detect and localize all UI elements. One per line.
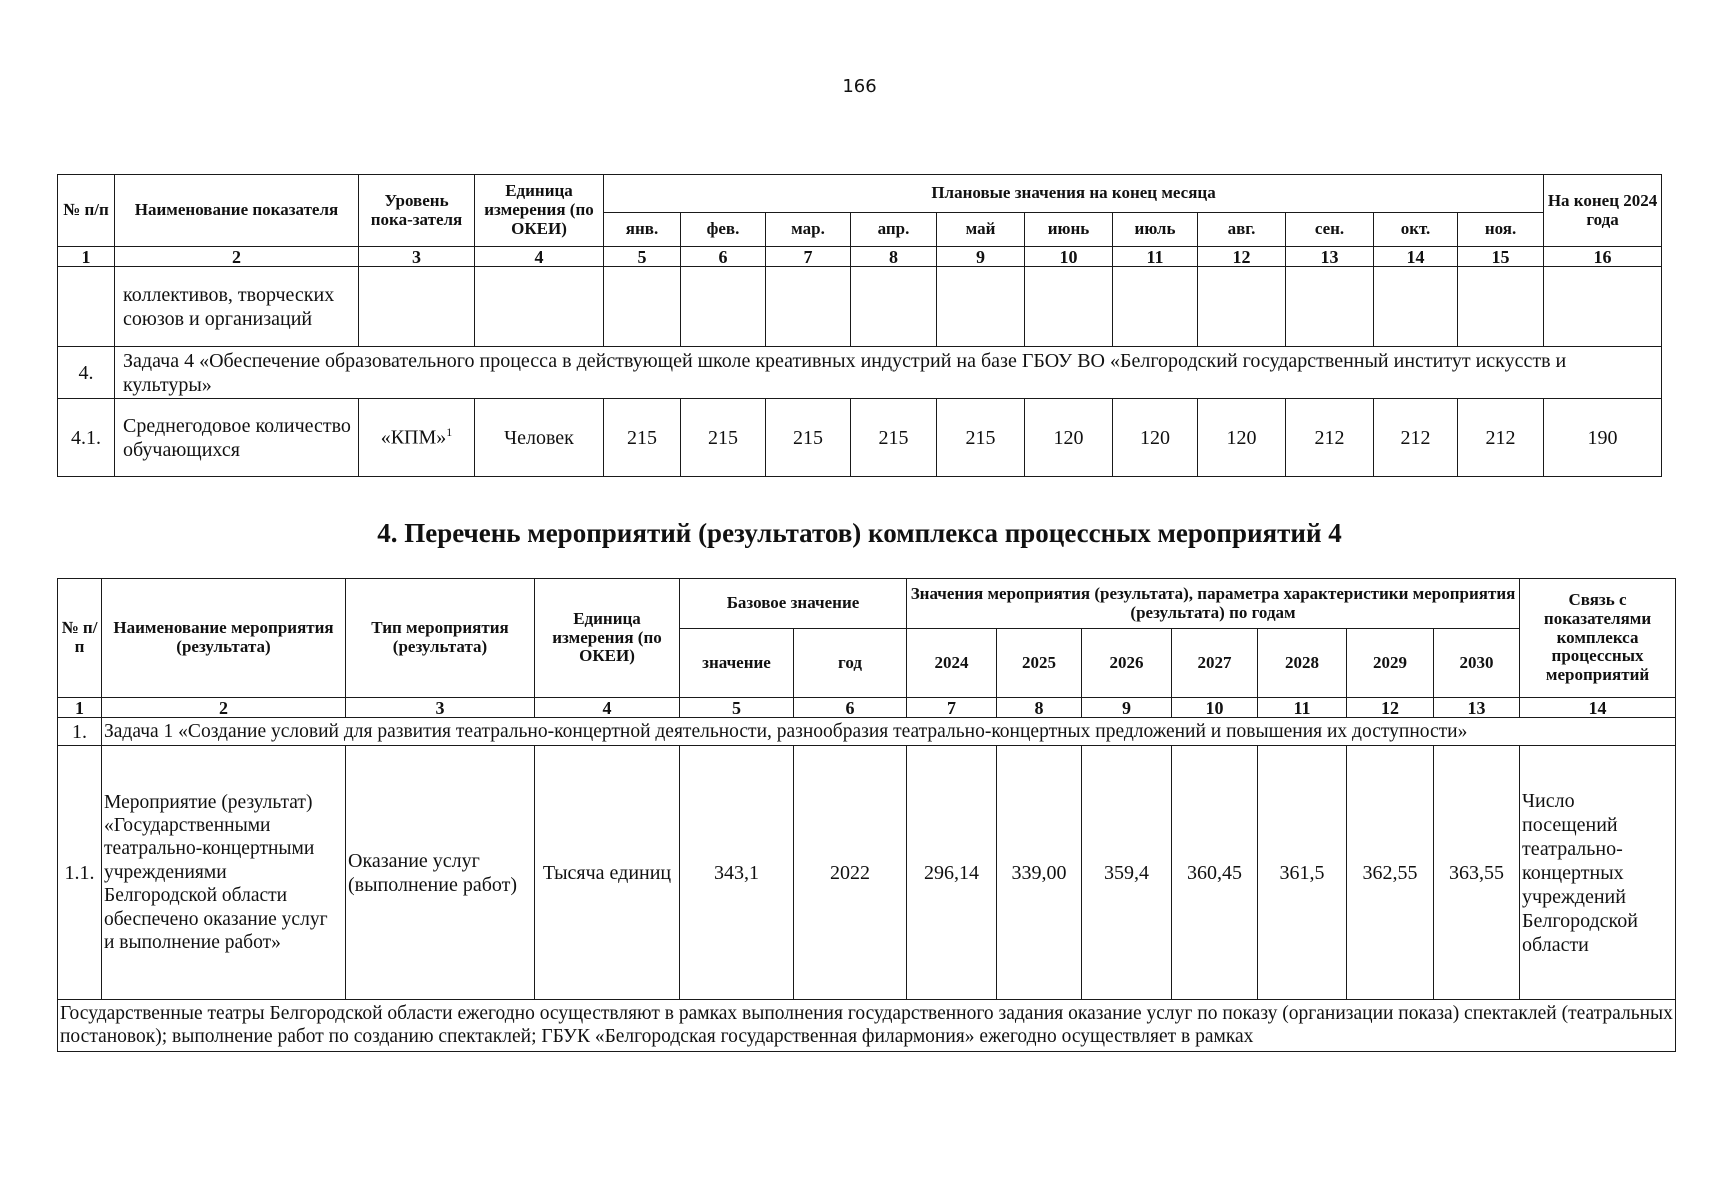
year-value: 359,4 [1082,746,1172,1000]
header-month: окт. [1374,213,1458,247]
column-number: 5 [604,247,681,267]
column-number: 8 [851,247,937,267]
table-header-row [58,175,1662,213]
column-number: 12 [1347,698,1434,718]
header-plan-values: Плановые значения на конец месяца [604,175,1544,213]
column-number: 16 [1544,247,1662,267]
header-level: Уровень пока-зателя [359,175,475,247]
header-base-value-value: значение [680,629,794,698]
column-number: 7 [907,698,997,718]
year-value: 363,55 [1434,746,1520,1000]
task-text: Задача 1 «Создание условий для развития театрально-концертной деятельности, разнообразия театрально-концертных предложений и повышения их доступности» [102,718,1676,746]
year-value: 296,14 [907,746,997,1000]
table-header-row [58,579,1676,629]
page-number: 166 [842,76,877,97]
column-number: 2 [115,247,359,267]
column-number: 12 [1198,247,1286,267]
column-number: 10 [1025,247,1113,267]
header-month: апр. [851,213,937,247]
column-number: 13 [1434,698,1520,718]
row-number: 4.1. [58,399,115,477]
task-text: Задача 4 «Обеспечение образовательного процесса в действующей школе креативных индустрий на базе ГБОУ ВО «Белгородский государственный институт искусств и культуры» [115,347,1662,399]
column-number: 11 [1258,698,1347,718]
table-row [58,267,1662,347]
activities-table [57,578,1676,1052]
column-number: 14 [1520,698,1676,718]
indicator-name: Среднегодовое количество обучающихся [115,399,359,477]
note-text: Государственные театры Белгородской области ежегодно осуществляют в рамках выполнения государственного задания оказание услуг по показу (организации показа) спектаклей (театральных постановок); выполнение работ по созданию спектаклей; ГБУК «Белгородская государственная филармония» ежегодно осуществляет в рамках [58,1000,1676,1052]
table-row [58,746,1676,1000]
activity-type: Оказание услуг (выполнение работ) [346,746,535,1000]
header-link-indicators: Связь с показателями комплекса процессных мероприятий [1520,579,1676,698]
year-value: 362,55 [1347,746,1434,1000]
column-number: 5 [680,698,794,718]
header-month: янв. [604,213,681,247]
header-values-by-year: Значения мероприятия (результата), параметра характеристики мероприятия (результата) по годам [907,579,1520,629]
header-unit: Единица измерения (по ОКЕИ) [475,175,604,247]
header-month: мар. [766,213,851,247]
header-unit: Единица измерения (по ОКЕИ) [535,579,680,698]
indicator-unit: Человек [475,399,604,477]
header-month: май [937,213,1025,247]
header-activity-name: Наименование мероприятия (результата) [102,579,346,698]
header-month: ноя. [1458,213,1544,247]
section-title: 4. Перечень мероприятий (результатов) комплекса процессных мероприятий 4 [377,518,1342,548]
column-number-row [58,247,1662,267]
task-number: 4. [58,347,115,399]
column-number: 13 [1286,247,1374,267]
indicator-level: «КПМ»$^1$ [359,399,475,477]
column-number: 3 [359,247,475,267]
column-number: 15 [1458,247,1544,267]
column-number: 4 [535,698,680,718]
task-row [58,347,1662,399]
activity-unit: Тысяча единиц [535,746,680,1000]
month-value: 215 [604,399,681,477]
footnote-mark: 1 [446,425,453,440]
header-month: авг. [1198,213,1286,247]
year-value: 339,00 [997,746,1082,1000]
column-number: 11 [1113,247,1198,267]
column-number-row [58,698,1676,718]
month-value: 120 [1113,399,1198,477]
header-indicator-name: Наименование показателя [115,175,359,247]
activity-name: Мероприятие (результат) «Государственными театрально-концертными учреждениями Белгородской области обеспечено оказание услуг и выполнение работ» [102,746,346,1000]
month-value: 215 [681,399,766,477]
header-month: сен. [1286,213,1374,247]
header-year: 2030 [1434,629,1520,698]
header-num: № п/п [58,175,115,247]
month-value: 120 [1025,399,1113,477]
column-number: 3 [346,698,535,718]
column-number: 1 [58,247,115,267]
month-value: 212 [1286,399,1374,477]
header-year: 2028 [1258,629,1347,698]
header-month: июнь [1025,213,1113,247]
header-end-of-year: На конец 2024 года [1544,175,1662,247]
header-base-value: Базовое значение [680,579,907,629]
base-value: 343,1 [680,746,794,1000]
header-year: 2024 [907,629,997,698]
column-number: 9 [1082,698,1172,718]
base-year: 2022 [794,746,907,1000]
header-activity-type: Тип мероприятия (результата) [346,579,535,698]
month-value: 215 [937,399,1025,477]
column-number: 6 [681,247,766,267]
linked-indicator: Число посещений театрально-концертных учреждений Белгородской области [1520,746,1676,1000]
column-number: 14 [1374,247,1458,267]
month-value: 212 [1374,399,1458,477]
header-year: 2025 [997,629,1082,698]
header-month: фев. [681,213,766,247]
table-row [58,399,1662,477]
year-value: 360,45 [1172,746,1258,1000]
note-row [58,1000,1676,1052]
row-number: 1.1. [58,746,102,1000]
column-number: 9 [937,247,1025,267]
month-value: 212 [1458,399,1544,477]
column-number: 8 [997,698,1082,718]
month-value: 215 [766,399,851,477]
task-number: 1. [58,718,102,746]
month-value: 120 [1198,399,1286,477]
column-number: 7 [766,247,851,267]
indicator-name-continued: коллективов, творческих союзов и организаций [115,267,359,347]
year-value: 361,5 [1258,746,1347,1000]
header-month: июль [1113,213,1198,247]
column-number: 1 [58,698,102,718]
header-year: 2026 [1082,629,1172,698]
column-number: 4 [475,247,604,267]
end-of-year-value: 190 [1544,399,1662,477]
task-row [58,718,1676,746]
monthly-plan-table [57,174,1662,477]
month-value: 215 [851,399,937,477]
column-number: 10 [1172,698,1258,718]
header-year: 2027 [1172,629,1258,698]
header-base-value-year: год [794,629,907,698]
header-num: № п/п [58,579,102,698]
column-number: 2 [102,698,346,718]
header-year: 2029 [1347,629,1434,698]
column-number: 6 [794,698,907,718]
